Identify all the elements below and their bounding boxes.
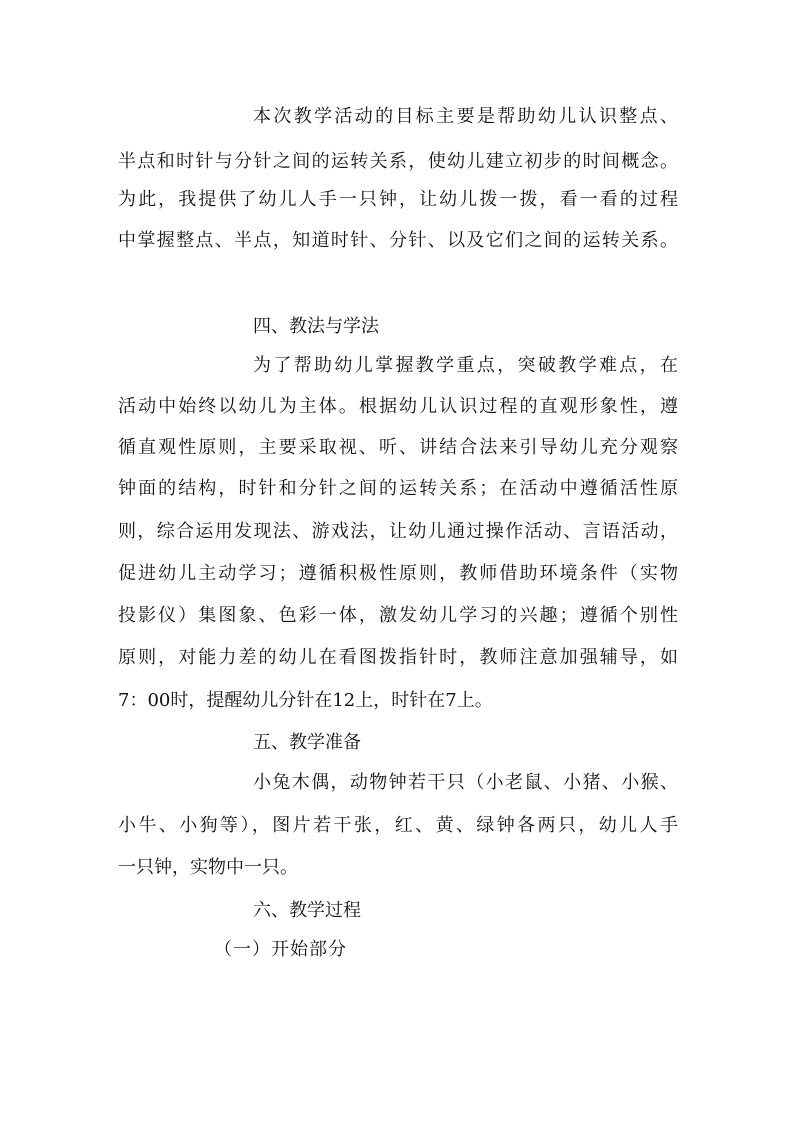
- section-6-subheading: （一）开始部分: [214, 939, 347, 960]
- section-4-line-6: 促进幼儿主动学习；遵循积极性原则，教师借助环境条件（实物: [118, 563, 678, 584]
- section-4-line-7: 投影仪）集图象、色彩一体，激发幼儿学习的兴趣；遵循个别性: [118, 605, 678, 626]
- section-5-line-2: 小牛、小狗等），图片若干张，红、黄、绿钟各两只，幼儿人手: [118, 815, 678, 836]
- section-5-line-1: 小兔木偶，动物钟若干只（小老鼠、小猪、小猴、: [253, 772, 678, 793]
- section-4-line-8: 原则，对能力差的幼儿在看图拨指针时，教师注意加强辅导，如: [118, 647, 678, 668]
- intro-line-1: 本次教学活动的目标主要是帮助幼儿认识整点、: [253, 106, 678, 127]
- intro-line-2: 半点和时针与分针之间的运转关系，使幼儿建立初步的时间概念。: [118, 151, 678, 172]
- section-5-heading: 五、教学准备: [253, 732, 361, 753]
- section-4-heading: 四、教法与学法: [253, 316, 379, 337]
- section-4-line-3: 循直观性原则，主要采取视、听、讲结合法来引导幼儿充分观察: [118, 437, 678, 458]
- section-4-line-4: 钟面的结构，时针和分针之间的运转关系；在活动中遵循活性原: [118, 478, 678, 499]
- intro-line-3: 为此，我提供了幼儿人手一只钟，让幼儿拨一拨，看一看的过程: [118, 189, 678, 210]
- section-4-line-2: 活动中始终以幼儿为主体。根据幼儿认识过程的直观形象性，遵: [118, 396, 678, 417]
- section-5-line-3: 一只钟，实物中一只。: [118, 857, 298, 878]
- section-4-line-9: 7：00时，提醒幼儿分针在12上，时针在7上。: [118, 690, 493, 711]
- section-6-heading: 六、教学过程: [253, 900, 361, 921]
- section-4-line-1: 为了帮助幼儿掌握教学重点，突破教学难点，在: [253, 355, 678, 376]
- intro-line-4: 中掌握整点、半点，知道时针、分针、以及它们之间的运转关系。: [118, 230, 678, 251]
- section-4-line-5: 则，综合运用发现法、游戏法，让幼儿通过操作活动、言语活动，: [118, 521, 678, 542]
